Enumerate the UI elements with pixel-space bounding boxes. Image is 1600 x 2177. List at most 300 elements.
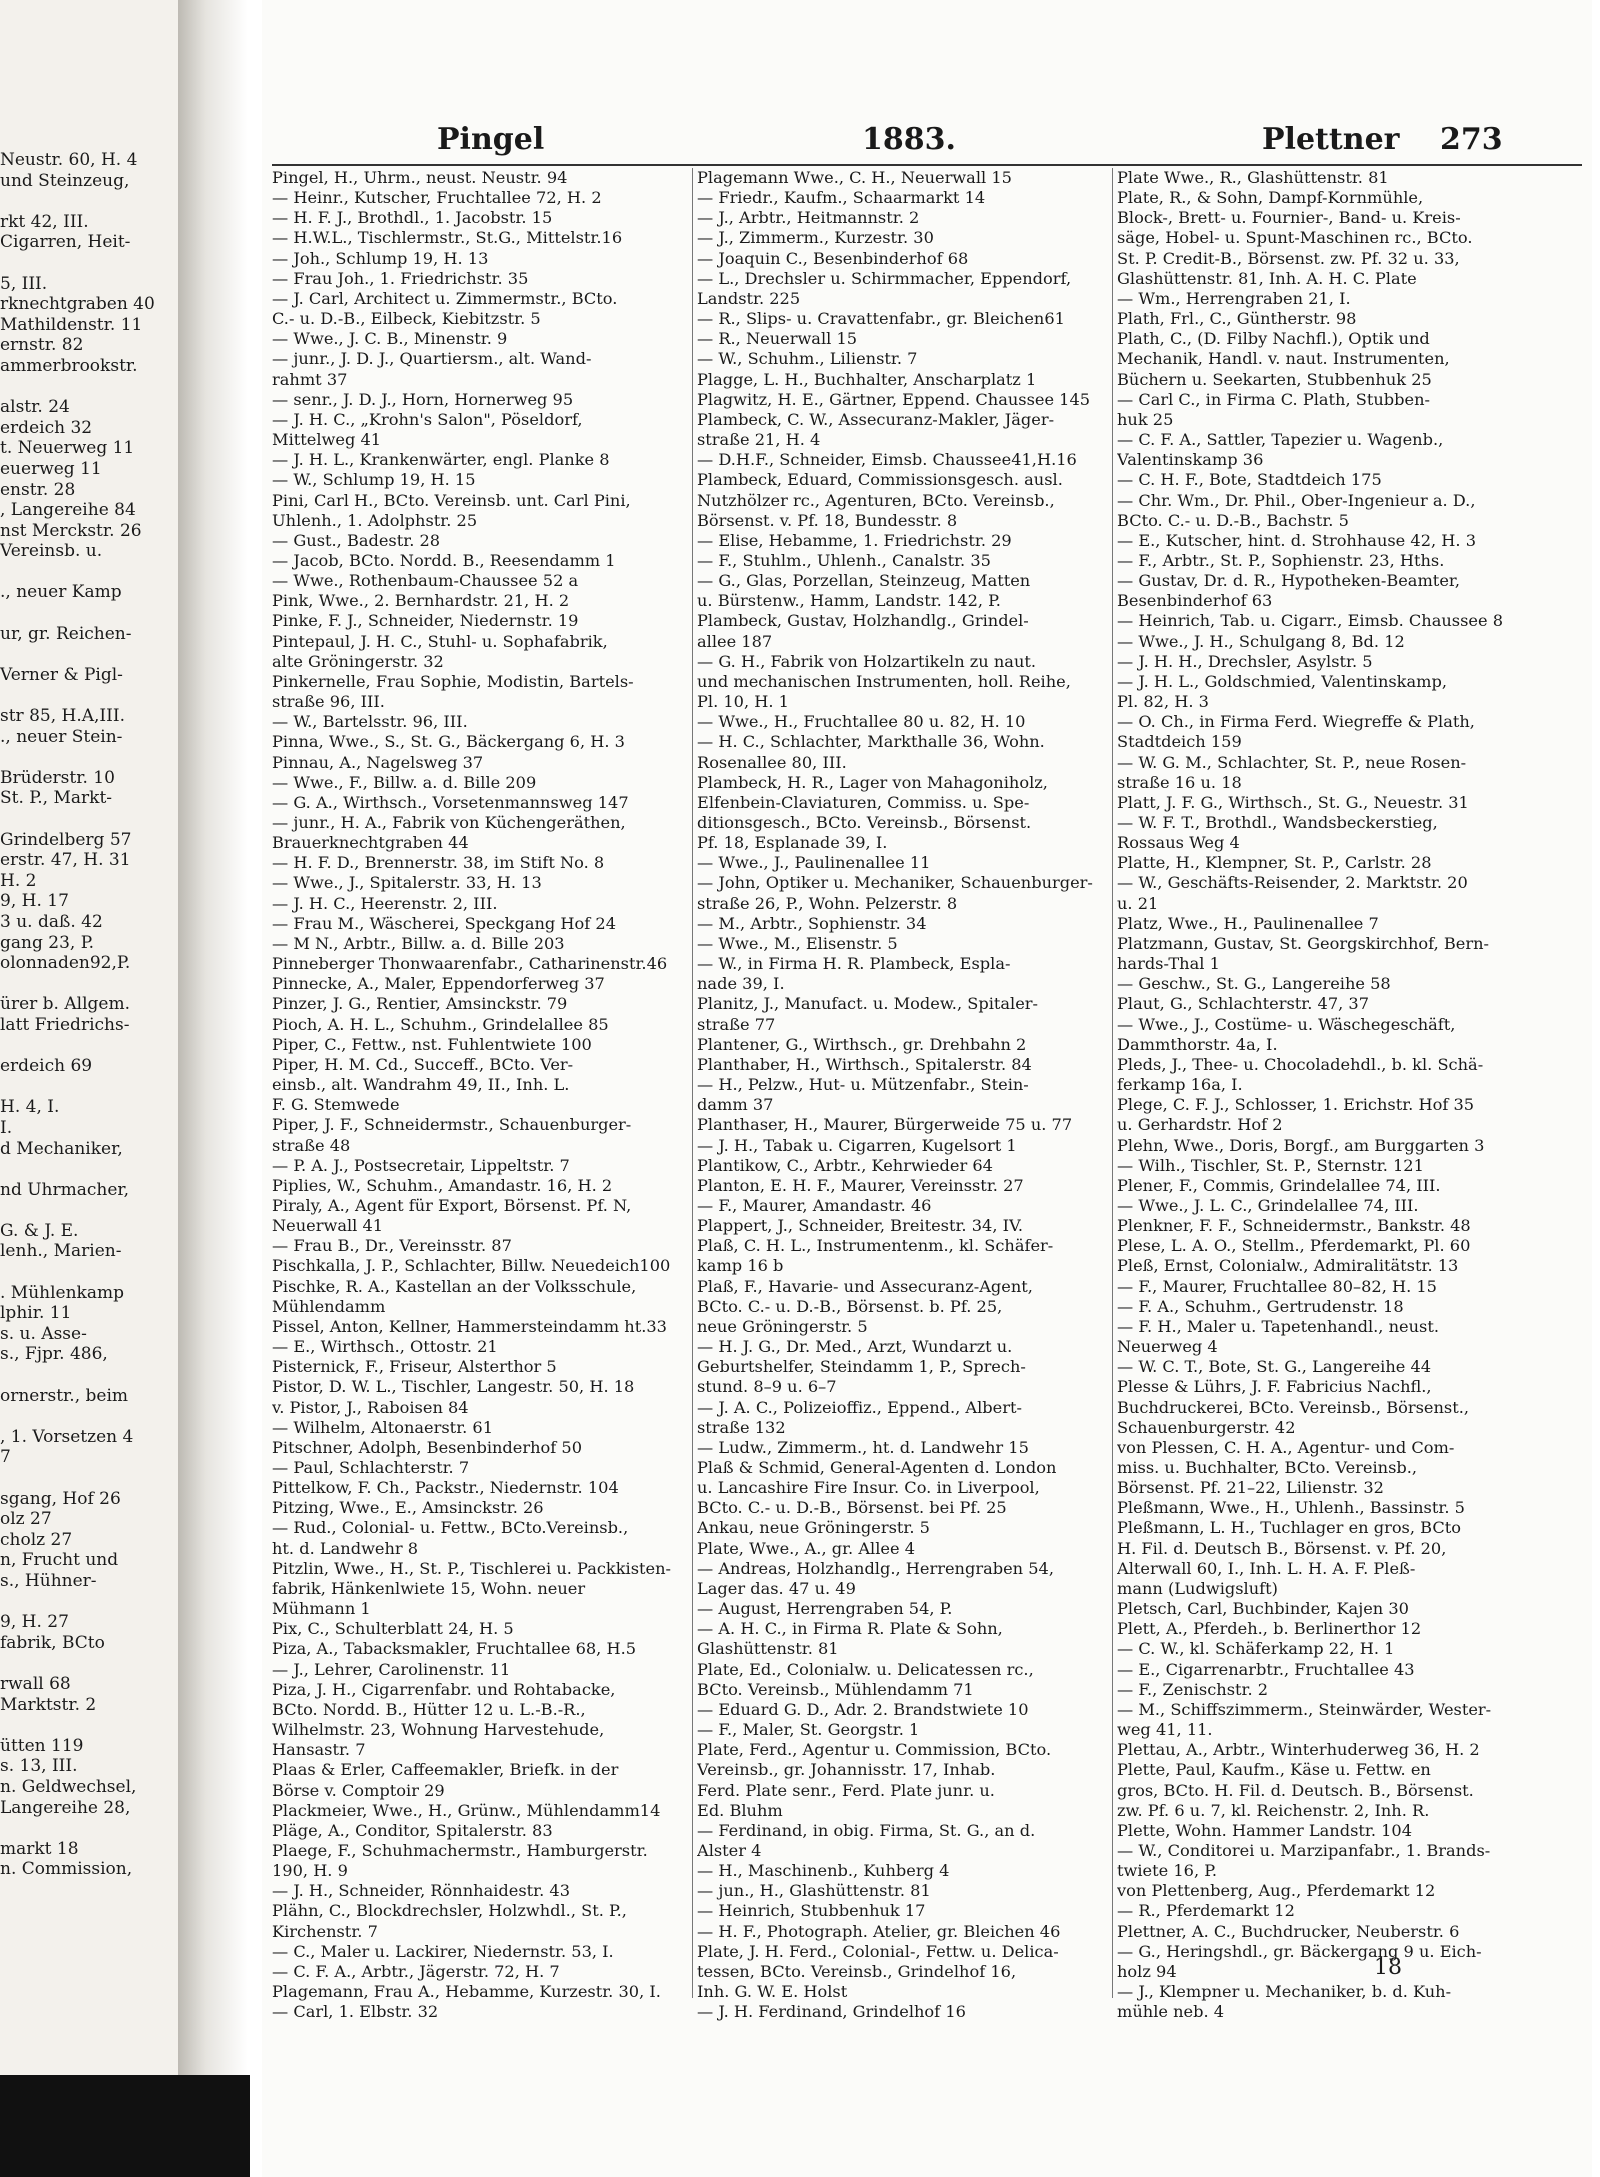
directory-entry-line: — Joh., Schlump 19, H. 13 — [272, 248, 489, 268]
fragment-line: 7 — [0, 1447, 11, 1468]
fragment-line: und Steinzeug, — [0, 170, 130, 191]
directory-entry-line: Plese, L. A. O., Stellm., Pferdemarkt, Pl. 60 — [1117, 1236, 1471, 1256]
directory-entry-line: u. Gerhardstr. Hof 2 — [1117, 1115, 1283, 1135]
directory-entry-line: neue Gröningerstr. 5 — [697, 1316, 868, 1336]
directory-entry-line: mühle neb. 4 — [1117, 2002, 1225, 2022]
directory-entry-line: BCto. Nordd. B., Hütter 12 u. L.-B.-R., — [272, 1699, 586, 1719]
directory-entry-line: miss. u. Buchhalter, BCto. Vereinsb., — [1117, 1458, 1418, 1477]
directory-entry-line: u. 21 — [1117, 893, 1159, 913]
directory-entry-line: Plate, Ed., Colonialw. u. Delicatessen rc., — [697, 1659, 1034, 1679]
directory-entry-line: — Wwe., H., Fruchtallee 80 u. 82, H. 10 — [697, 712, 1026, 732]
directory-entry-line: Platte, H., Klempner, St. P., Carlstr. 28 — [1117, 853, 1432, 873]
directory-entry-line: — A. H. C., in Firma R. Plate & Sohn, — [697, 1619, 1003, 1639]
fragment-line: n. Commission, — [0, 1859, 133, 1880]
directory-entry-line: Stadtdeich 159 — [1117, 732, 1242, 752]
directory-entry-line: — D.H.F., Schneider, Eimsb. Chaussee41,H.16 — [697, 450, 1077, 470]
directory-entry-line: Platt, J. F. G., Wirthsch., St. G., Neuestr. 31 — [1117, 792, 1469, 812]
fragment-line: ütten 119 — [0, 1735, 84, 1756]
directory-entry-line: — Wwe., J. C. B., Minenstr. 9 — [272, 329, 508, 349]
directory-entry-line: Ankau, neue Gröningerstr. 5 — [697, 1518, 930, 1538]
directory-entry-line: Landstr. 225 — [697, 288, 801, 308]
directory-entry-line: Alster 4 — [697, 1840, 762, 1860]
directory-entry-line: — Heinrich, Tab. u. Cigarr., Eimsb. Chaussee 8 — [1117, 611, 1504, 631]
fragment-line — [0, 809, 180, 830]
directory-entry-line: — L., Drechsler u. Schirmmacher, Eppendorf, — [697, 268, 1072, 288]
fragment-line: latt Friedrichs- — [0, 1014, 130, 1035]
directory-entry-line: — F. A., Schuhm., Gertrudenstr. 18 — [1117, 1296, 1404, 1316]
directory-entry-line: Plesse & Lührs, J. F. Fabricius Nachfl., — [1117, 1377, 1432, 1397]
directory-entry-line: Pletsch, Carl, Buchbinder, Kajen 30 — [1117, 1599, 1409, 1619]
fragment-line: sgang, Hof 26 — [0, 1488, 121, 1509]
directory-entry-line: Plette, Paul, Kaufm., Käse u. Fettw. en — [1117, 1760, 1431, 1780]
header-rule — [272, 164, 1582, 166]
directory-entry-line: Brauerknechtgraben 44 — [272, 833, 469, 853]
directory-entry-line: — junr., H. A., Fabrik von Küchengeräthen, — [272, 813, 626, 832]
directory-entry-line: holz 94 — [1117, 1961, 1177, 1981]
fragment-line: I. — [0, 1117, 13, 1138]
directory-entry-line: — junr., J. D. J., Quartiersm., alt. Wand- — [272, 349, 592, 369]
directory-entry-line: — John, Optiker u. Mechaniker, Schauenburger- — [697, 873, 1093, 893]
directory-entry-line: — J., Lehrer, Carolinenstr. 11 — [272, 1659, 511, 1679]
directory-entry-line: Plettner, A. C., Buchdrucker, Neuberstr. 6 — [1117, 1921, 1460, 1941]
directory-entry-line: twiete 16, P. — [1117, 1861, 1217, 1881]
directory-entry-line: — E., Cigarrenarbtr., Fruchtallee 43 — [1117, 1659, 1415, 1679]
fragment-line: Vereinsb. u. — [0, 541, 103, 562]
fragment-line: , 1. Vorsetzen 4 — [0, 1426, 134, 1447]
directory-entry-line: — Rud., Colonial- u. Fettw., BCto.Vereinsb., — [272, 1518, 629, 1538]
fragment-line: lphir. 11 — [0, 1303, 72, 1324]
directory-entry-line: Pf. 18, Esplanade 39, I. — [697, 833, 888, 853]
directory-entry-line: Uhlenh., 1. Adolphstr. 25 — [272, 510, 478, 530]
directory-entry-line: Plehn, Wwe., Doris, Borgf., am Burggarten 3 — [1117, 1135, 1485, 1155]
directory-entry-line: Dammthorstr. 4a, I. — [1117, 1034, 1278, 1054]
directory-entry-line: — Gustav, Dr. d. R., Hypotheken-Beamter, — [1117, 571, 1461, 591]
fragment-line: lenh., Marien- — [0, 1241, 122, 1262]
directory-entry-line: Geburtshelfer, Steindamm 1, P., Sprech- — [697, 1357, 1026, 1377]
directory-entry-line: — Paul, Schlachterstr. 7 — [272, 1458, 470, 1477]
directory-entry-line: Glashüttenstr. 81, Inh. A. H. C. Plate — [1117, 268, 1417, 288]
directory-entry-line: u. Bürstenw., Hamm, Landstr. 142, P. — [697, 591, 1001, 611]
directory-entry-line: Plath, C., (D. Filby Nachfl.), Optik und — [1117, 329, 1430, 349]
fragment-line: olz 27 — [0, 1509, 52, 1530]
column-2 — [692, 168, 1112, 2022]
directory-entry-line: Plege, C. F. J., Schlosser, 1. Erichstr. Hof 35 — [1117, 1095, 1475, 1115]
fragment-line: 9, H. 17 — [0, 891, 69, 912]
directory-entry-line: St. P. Credit-B., Börsenst. zw. Pf. 32 u. 33, — [1117, 248, 1460, 268]
directory-entry-line: Rossaus Weg 4 — [1117, 833, 1240, 853]
directory-entry-line: Pittelkow, F. Ch., Packstr., Niedernstr. 104 — [272, 1478, 619, 1498]
directory-entry-line: Mittelweg 41 — [272, 430, 382, 450]
directory-entry-line: — H., Maschinenb., Kuhberg 4 — [697, 1861, 950, 1881]
directory-entry-line: — W., Bartelsstr. 96, III. — [272, 712, 468, 732]
directory-entry-line: Börsenst. Pf. 21–22, Lilienstr. 32 — [1117, 1478, 1384, 1498]
directory-entry-line: — C., Maler u. Lackirer, Niedernstr. 53, I. — [272, 1941, 614, 1961]
column-3 — [1112, 168, 1532, 2022]
directory-entry-line: kamp 16 b — [697, 1256, 784, 1276]
fragment-line: ernstr. 82 — [0, 335, 84, 356]
directory-entry-line: Lager das. 47 u. 49 — [697, 1578, 856, 1598]
fragment-line: n, Frucht und — [0, 1550, 119, 1571]
directory-entry-line: — W. F. T., Brothdl., Wandsbeckerstieg, — [1117, 813, 1438, 832]
directory-entry-line: Plantener, G., Wirthsch., gr. Drehbahn 2 — [697, 1034, 1027, 1054]
directory-entry-line: Pitschner, Adolph, Besenbinderhof 50 — [272, 1437, 583, 1457]
fragment-line: gang 23, P. — [0, 932, 95, 953]
fragment-line: enstr. 28 — [0, 479, 76, 500]
directory-entry-line: — Wm., Herrengraben 21, I. — [1117, 288, 1351, 308]
directory-entry-line: Pingel, H., Uhrm., neust. Neustr. 94 — [272, 168, 568, 187]
directory-entry-line: Plett, A., Pferdeh., b. Berlinerthor 12 — [1117, 1619, 1422, 1639]
directory-entry-line: einsb., alt. Wandrahm 49, II., Inh. L. — [272, 1075, 570, 1095]
fragment-line: Cigarren, Heit- — [0, 232, 131, 253]
directory-entry-line: — H.W.L., Tischlermstr., St.G., Mittelstr.16 — [272, 228, 623, 248]
fragment-line — [0, 1365, 180, 1386]
directory-entry-line: — Ferdinand, in obig. Firma, St. G., an d. — [697, 1820, 1036, 1840]
directory-entry-line: Pitzlin, Wwe., H., St. P., Tischlerei u. Packkisten- — [272, 1558, 672, 1578]
directory-entry-line: straße 16 u. 18 — [1117, 772, 1242, 792]
directory-entry-line: Platz, Wwe., H., Paulinenallee 7 — [1117, 913, 1379, 933]
fragment-line — [0, 1818, 180, 1839]
fragment-line — [0, 603, 180, 624]
directory-entry-line: Pinke, F. J., Schneider, Niedernstr. 19 — [272, 611, 579, 631]
fragment-line: Brüderstr. 10 — [0, 767, 115, 788]
directory-entry-line: — Wwe., J. L. C., Grindelallee 74, III. — [1117, 1195, 1419, 1215]
directory-entry-line: Pleßmann, Wwe., H., Uhlenh., Bassinstr. 5 — [1117, 1498, 1465, 1518]
directory-entry-line: Block-, Brett- u. Fournier-, Band- u. Kreis- — [1117, 208, 1461, 228]
directory-entry-line: hards-Thal 1 — [1117, 954, 1220, 974]
fragment-line: ., neuer Kamp — [0, 582, 122, 603]
directory-entry-line: — Joaquin C., Besenbinderhof 68 — [697, 248, 969, 268]
directory-entry-line: Plenkner, F. F., Schneidermstr., Bankstr. 48 — [1117, 1216, 1471, 1236]
fragment-line: nst Merckstr. 26 — [0, 520, 142, 541]
directory-entry-line: — H. C., Schlachter, Markthalle 36, Wohn. — [697, 732, 1045, 752]
directory-entry-line: Plettau, A., Arbtr., Winterhuderweg 36, H. 2 — [1117, 1740, 1480, 1760]
directory-entry-line: Plath, Frl., C., Güntherstr. 98 — [1117, 309, 1357, 329]
directory-entry-line: stund. 8–9 u. 6–7 — [697, 1377, 837, 1397]
directory-entry-line: — J. H. L., Goldschmied, Valentinskamp, — [1117, 671, 1447, 691]
directory-entry-line: Mechanik, Handl. v. naut. Instrumenten, — [1117, 349, 1450, 369]
directory-entry-line: und mechanischen Instrumenten, holl. Reihe, — [697, 671, 1071, 691]
signature-number: 18 — [1374, 1955, 1402, 1980]
facing-page-fragment — [0, 0, 188, 2177]
directory-entry-line: straße 48 — [272, 1135, 351, 1155]
directory-entry-line: Planthaber, H., Wirthsch., Spitalerstr. 84 — [697, 1054, 1032, 1074]
directory-entry-line: — G., Glas, Porzellan, Steinzeug, Matten — [697, 571, 1031, 591]
directory-entry-line: — W., Geschäfts-Reisender, 2. Marktstr. 20 — [1117, 873, 1468, 893]
directory-entry-line: Pinneberger Thonwaarenfabr., Catharinenstr.46 — [272, 954, 668, 974]
page-number: 273 — [1440, 122, 1503, 157]
fragment-line: Verner & Pigl- — [0, 664, 123, 685]
fragment-line: fabrik, BCto — [0, 1632, 105, 1653]
fragment-line: ürer b. Allgem. — [0, 994, 130, 1015]
directory-entry-line: Pleß, Ernst, Colonialw., Admiralitätstr. 13 — [1117, 1256, 1459, 1276]
fragment-line: Mathildenstr. 11 — [0, 314, 143, 335]
directory-entry-line: Piper, C., Fettw., nst. Fuhlentwiete 100 — [272, 1034, 592, 1054]
header-year: 1883. — [862, 122, 956, 157]
directory-entry-line: säge, Hobel- u. Spunt-Maschinen rc., BCto. — [1117, 228, 1473, 248]
directory-entry-line: — F., Maurer, Amandastr. 46 — [697, 1195, 932, 1215]
fragment-line: s. 13, III. — [0, 1756, 78, 1777]
directory-entry-line: 190, H. 9 — [272, 1861, 348, 1881]
fragment-line: Marktstr. 2 — [0, 1694, 97, 1715]
fragment-line — [0, 1159, 180, 1180]
column-1 — [272, 168, 687, 2022]
directory-entry-line: BCto. C.- u. D.-B., Börsenst. bei Pf. 25 — [697, 1498, 1007, 1518]
directory-entry-line: Plackmeier, Wwe., H., Grünw., Mühlendamm14 — [272, 1800, 661, 1820]
header-last-entry: Plettner — [1262, 122, 1400, 157]
directory-entry-line: — Wwe., F., Billw. a. d. Bille 209 — [272, 772, 537, 792]
directory-entry-line: straße 26, P., Wohn. Pelzerstr. 8 — [697, 893, 958, 913]
fragment-line — [0, 1468, 180, 1489]
directory-entry-line: — G. A., Wirthsch., Vorsetenmannsweg 147 — [272, 792, 629, 812]
directory-entry-line: — E., Kutscher, hint. d. Strohhause 42, H. 3 — [1117, 530, 1476, 550]
directory-entry-line: Elfenbein-Claviaturen, Commiss. u. Spe- — [697, 792, 1030, 812]
directory-entry-line: Glashüttenstr. 81 — [697, 1639, 839, 1659]
directory-entry-line: — R., Slips- u. Cravattenfabr., gr. Bleichen61 — [697, 309, 1065, 329]
directory-entry-line: Plagemann Wwe., C. H., Neuerwall 15 — [697, 168, 1012, 187]
directory-entry-line: Plate, Wwe., A., gr. Allee 4 — [697, 1538, 915, 1558]
directory-entry-line: — C. H. F., Bote, Stadtdeich 175 — [1117, 470, 1382, 490]
directory-entry-line: Hansastr. 7 — [272, 1740, 366, 1760]
fragment-line — [0, 1262, 180, 1283]
directory-entry-line: straße 77 — [697, 1014, 776, 1034]
fragment-line: s., Fjpr. 486, — [0, 1344, 108, 1365]
scan-edge — [0, 2075, 250, 2177]
directory-entry-line: Plate, Ferd., Agentur u. Commission, BCto. — [697, 1740, 1052, 1760]
directory-entry-line: Pinkernelle, Frau Sophie, Modistin, Bartels- — [272, 671, 634, 691]
directory-entry-line: — C. F. A., Sattler, Tapezier u. Wagenb., — [1117, 430, 1444, 450]
directory-entry-line: Buchdruckerei, BCto. Vereinsb., Börsenst., — [1117, 1397, 1470, 1417]
directory-entry-line: Pinna, Wwe., S., St. G., Bäckergang 6, H. 3 — [272, 732, 625, 752]
directory-entry-line: — W., Conditorei u. Marzipanfabr., 1. Brands- — [1117, 1840, 1491, 1860]
directory-entry-line: — R., Pferdemarkt 12 — [1117, 1901, 1295, 1921]
directory-entry-line: Kirchenstr. 7 — [272, 1921, 378, 1941]
directory-entry-line: Pleßmann, L. H., Tuchlager en gros, BCto — [1117, 1518, 1461, 1538]
directory-entry-line: Plaß & Schmid, General-Agenten d. London — [697, 1458, 1057, 1477]
directory-entry-line: Pitzing, Wwe., E., Amsinckstr. 26 — [272, 1498, 544, 1518]
directory-entry-line: Plagemann, Frau A., Hebamme, Kurzestr. 30, I. — [272, 1982, 661, 2002]
directory-entry-line: — F., Stuhlm., Uhlenh., Canalstr. 35 — [697, 550, 991, 570]
fragment-line: ., neuer Stein- — [0, 726, 123, 747]
directory-entry-line: Neuerweg 4 — [1117, 1337, 1218, 1357]
fragment-line: Grindelberg 57 — [0, 829, 132, 850]
directory-entry-line: — Friedr., Kaufm., Schaarmarkt 14 — [697, 188, 986, 208]
directory-entry-line: — M., Schiffszimmerm., Steinwärder, Wester- — [1117, 1699, 1492, 1719]
fragment-line: alstr. 24 — [0, 397, 70, 418]
directory-entry-line: straße 21, H. 4 — [697, 430, 821, 450]
directory-entry-line: Planton, E. H. F., Maurer, Vereinsstr. 27 — [697, 1175, 1024, 1195]
fragment-line: rkt 42, III. — [0, 211, 89, 232]
directory-entry-line: weg 41, 11. — [1117, 1720, 1213, 1740]
fragment-line: markt 18 — [0, 1838, 79, 1859]
directory-entry-line: Pini, Carl H., BCto. Vereinsb. unt. Carl Pini, — [272, 490, 631, 510]
directory-entry-line: Alterwall 60, I., Inh. L. H. A. F. Pleß- — [1117, 1558, 1416, 1578]
directory-entry-line: — M., Arbtr., Sophienstr. 34 — [697, 913, 927, 933]
fragment-line — [0, 1715, 180, 1736]
directory-entry-line: Pistor, D. W. L., Tischler, Langestr. 50, H. 18 — [272, 1377, 635, 1397]
directory-entry-line: Plambeck, Gustav, Holzhandlg., Grindel- — [697, 611, 1029, 631]
directory-entry-line: damm 37 — [697, 1095, 774, 1115]
fragment-line — [0, 1036, 180, 1057]
directory-entry-line: F. G. Stemwede — [272, 1095, 400, 1115]
directory-entry-line: — J. A. C., Polizeioffiz., Eppend., Albert- — [697, 1397, 1022, 1417]
directory-entry-line: — C. W., kl. Schäferkamp 22, H. 1 — [1117, 1639, 1395, 1659]
directory-entry-line: alte Gröningerstr. 32 — [272, 651, 444, 671]
directory-entry-line: Plate Wwe., R., Glashüttenstr. 81 — [1117, 168, 1389, 187]
directory-entry-line: — jun., H., Glashüttenstr. 81 — [697, 1881, 931, 1901]
directory-entry-line: Plaß, C. H. L., Instrumentenm., kl. Schäfer- — [697, 1236, 1054, 1256]
directory-entry-line: — F., Maurer, Fruchtallee 80–82, H. 15 — [1117, 1276, 1437, 1296]
directory-entry-line: Inh. G. W. E. Holst — [697, 1982, 848, 2002]
directory-entry-line: — P. A. J., Postsecretair, Lippeltstr. 7 — [272, 1155, 570, 1175]
fragment-line: rknechtgraben 40 — [0, 294, 155, 315]
directory-entry-line: — E., Wirthsch., Ottostr. 21 — [272, 1337, 498, 1357]
directory-entry-line: — senr., J. D. J., Horn, Hornerweg 95 — [272, 389, 574, 409]
directory-entry-line: — G. H., Fabrik von Holzartikeln zu naut. — [697, 651, 1037, 671]
directory-entry-line: — Heinr., Kutscher, Fruchtallee 72, H. 2 — [272, 188, 602, 208]
directory-entry-line: Pl. 82, H. 3 — [1117, 692, 1209, 712]
directory-entry-line: — Wwe., Rothenbaum-Chaussee 52 a — [272, 571, 579, 591]
fragment-line — [0, 974, 180, 995]
directory-entry-line: — W. C. T., Bote, St. G., Langereihe 44 — [1117, 1357, 1432, 1377]
directory-entry-line: Planitz, J., Manufact. u. Modew., Spitaler- — [697, 994, 1038, 1014]
directory-entry-line: Pinnau, A., Nagelsweg 37 — [272, 752, 484, 772]
fragment-line — [0, 685, 180, 706]
directory-entry-line: gros, BCto. H. Fil. d. Deutsch. B., Börsenst. — [1117, 1780, 1474, 1800]
directory-entry-line: — J. H. Ferdinand, Grindelhof 16 — [697, 2002, 966, 2022]
directory-entry-line: Plate, R., & Sohn, Dampf-Kornmühle, — [1117, 188, 1424, 208]
directory-entry-line: allee 187 — [697, 631, 773, 651]
directory-entry-line: Piplies, W., Schuhm., Amandastr. 16, H. 2 — [272, 1175, 613, 1195]
directory-entry-line: — J. H. C., Heerenstr. 2, III. — [272, 893, 498, 913]
running-header — [262, 122, 1582, 162]
fragment-line: str 85, H.A,III. — [0, 706, 125, 727]
directory-entry-line: fabrik, Hänkenlwiete 15, Wohn. neuer — [272, 1578, 586, 1598]
directory-entry-line: Plener, F., Commis, Grindelallee 74, III. — [1117, 1175, 1441, 1195]
directory-entry-line: Pläge, A., Conditor, Spitalerstr. 83 — [272, 1820, 553, 1840]
fragment-line — [0, 253, 180, 274]
directory-entry-line: — Heinrich, Stubbenhuk 17 — [697, 1901, 926, 1921]
directory-entry-line: — Wilh., Tischler, St. P., Sternstr. 121 — [1117, 1155, 1424, 1175]
directory-entry-line: Besenbinderhof 63 — [1117, 591, 1273, 611]
directory-entry-line: BCto. Vereinsb., Mühlendamm 71 — [697, 1679, 974, 1699]
directory-entry-line: Pink, Wwe., 2. Bernhardstr. 21, H. 2 — [272, 591, 570, 611]
directory-entry-line: — Jacob, BCto. Nordd. B., Reesendamm 1 — [272, 550, 616, 570]
directory-entry-line: — W., in Firma H. R. Plambeck, Espla- — [697, 954, 1011, 974]
directory-entry-line: Piper, J. F., Schneidermstr., Schauenburger- — [272, 1115, 632, 1135]
directory-entry-line: — H. F. D., Brennerstr. 38, im Stift No. 8 — [272, 853, 605, 873]
directory-entry-line: C.- u. D.-B., Eilbeck, Kiebitzstr. 5 — [272, 309, 541, 329]
fragment-line: G. & J. E. — [0, 1220, 79, 1241]
directory-entry-line: Piraly, A., Agent für Export, Börsenst. Pf. N, — [272, 1195, 632, 1215]
fragment-line: d Mechaniker, — [0, 1138, 123, 1159]
directory-entry-line: Plaß, F., Havarie- und Assecuranz-Agent, — [697, 1276, 1033, 1296]
fragment-line: erstr. 47, H. 31 — [0, 850, 131, 871]
directory-entry-line: Pintepaul, J. H. C., Stuhl- u. Sophafabrik, — [272, 631, 608, 651]
directory-entry-line: — W., Schuhm., Lilienstr. 7 — [697, 349, 918, 369]
directory-entry-line: — H. F. J., Brothdl., 1. Jacobstr. 15 — [272, 208, 553, 228]
directory-entry-line: Ferd. Plate senr., Ferd. Plate junr. u. — [697, 1780, 995, 1800]
directory-entry-line: — August, Herrengraben 54, P. — [697, 1599, 953, 1619]
fragment-line — [0, 377, 180, 398]
header-first-entry: Pingel — [437, 122, 545, 157]
fragment-line: ur, gr. Reichen- — [0, 623, 132, 644]
fragment-line: ammerbrookstr. — [0, 355, 138, 376]
directory-entry-line: mann (Ludwigsluft) — [1117, 1578, 1278, 1598]
directory-entry-line: — F. H., Maler u. Tapetenhandl., neust. — [1117, 1316, 1439, 1336]
directory-entry-line: Rosenallee 80, III. — [697, 752, 847, 772]
fragment-line — [0, 1406, 180, 1427]
fragment-line: 9, H. 27 — [0, 1612, 69, 1633]
directory-entry-line: BCto. C.- u. D.-B., Bachstr. 5 — [1117, 510, 1349, 530]
directory-entry-line: Pischkalla, J. P., Schlachter, Billw. Neuedeich100 — [272, 1256, 671, 1276]
directory-entry-line: Schauenburgerstr. 42 — [1117, 1417, 1296, 1437]
fragment-line: n. Geldwechsel, — [0, 1776, 137, 1797]
directory-entry-line: — Carl C., in Firma C. Plath, Stubben- — [1117, 389, 1430, 409]
directory-entry-line: nade 39, I. — [697, 974, 785, 994]
directory-entry-line: — Eduard G. D., Adr. 2. Brandstwiete 10 — [697, 1699, 1029, 1719]
directory-entry-line: — H. F., Photograph. Atelier, gr. Bleichen 46 — [697, 1921, 1061, 1941]
directory-entry-line: — H., Pelzw., Hut- u. Mützenfabr., Stein- — [697, 1075, 1029, 1095]
directory-entry-line: Plagwitz, H. E., Gärtner, Eppend. Chaussee 145 — [697, 389, 1091, 409]
fragment-line — [0, 1653, 180, 1674]
directory-entry-line: Mühmann 1 — [272, 1599, 371, 1619]
directory-entry-line: — F., Arbtr., St. P., Sophienstr. 23, Hths. — [1117, 550, 1445, 570]
directory-entry-line: zw. Pf. 6 u. 7, kl. Reichenstr. 2, Inh. R. — [1117, 1800, 1430, 1820]
directory-entry-line: — Wilhelm, Altonaerstr. 61 — [272, 1417, 494, 1437]
fragment-line: St. P., Markt- — [0, 788, 113, 809]
directory-entry-line: — Frau Joh., 1. Friedrichstr. 35 — [272, 268, 529, 288]
directory-entry-line: Plagge, L. H., Buchhalter, Anscharplatz 1 — [697, 369, 1037, 389]
directory-entry-line: — Geschw., St. G., Langereihe 58 — [1117, 974, 1391, 994]
fragment-line: nd Uhrmacher, — [0, 1179, 130, 1200]
directory-entry-line: Plappert, J., Schneider, Breitestr. 34, IV. — [697, 1216, 1024, 1236]
fragment-line — [0, 1077, 180, 1098]
directory-entry-line: straße 132 — [697, 1417, 786, 1437]
fragment-line: H. 4, I. — [0, 1097, 60, 1118]
fragment-line: H. 2 — [0, 870, 37, 891]
fragment-line: Langereihe 28, — [0, 1797, 131, 1818]
directory-entry-line: Planthaser, H., Maurer, Bürgerweide 75 u. 77 — [697, 1115, 1073, 1135]
directory-entry-line: — F., Maler, St. Georgstr. 1 — [697, 1720, 920, 1740]
directory-entry-line: rahmt 37 — [272, 369, 348, 389]
directory-entry-line: Pischke, R. A., Kastellan an der Volksschule, — [272, 1276, 637, 1296]
directory-entry-line: huk 25 — [1117, 409, 1174, 429]
directory-entry-line: Platzmann, Gustav, St. Georgskirchhof, Bern- — [1117, 933, 1489, 953]
directory-entry-line: Plate, J. H. Ferd., Colonial-, Fettw. u. Delica- — [697, 1941, 1059, 1961]
directory-entry-line: ferkamp 16a, I. — [1117, 1075, 1243, 1095]
directory-entry-line: von Plessen, C. H. A., Agentur- und Com- — [1117, 1437, 1455, 1457]
directory-entry-line: Ed. Bluhm — [697, 1800, 783, 1820]
directory-entry-line: Pisternick, F., Friseur, Alsterthor 5 — [272, 1357, 557, 1377]
directory-entry-line: Neuerwall 41 — [272, 1216, 384, 1236]
directory-entry-line: Börsenst. v. Pf. 18, Bundesstr. 8 — [697, 510, 958, 530]
directory-entry-line: — J. H., Schneider, Rönnhaidestr. 43 — [272, 1881, 571, 1901]
fragment-line: olonnaden92,P. — [0, 953, 131, 974]
directory-entry-line: Vereinsb., gr. Johannisstr. 17, Inhab. — [697, 1760, 996, 1780]
directory-entry-line: Wilhelmstr. 23, Wohnung Harvestehude, — [272, 1720, 605, 1740]
directory-entry-line: Piper, H. M. Cd., Succeff., BCto. Ver- — [272, 1054, 574, 1074]
directory-entry-line: Pix, C., Schulterblatt 24, H. 5 — [272, 1619, 514, 1639]
directory-entry-line: — O. Ch., in Firma Ferd. Wiegreffe & Plath, — [1117, 712, 1475, 732]
directory-entry-line: — W. G. M., Schlachter, St. P., neue Rosen- — [1117, 752, 1467, 772]
directory-entry-line: Pinzer, J. G., Rentier, Amsinckstr. 79 — [272, 994, 568, 1014]
directory-entry-line: Plantikow, C., Arbtr., Kehrwieder 64 — [697, 1155, 993, 1175]
directory-entry-line: Valentinskamp 36 — [1117, 450, 1264, 470]
fragment-line: cholz 27 — [0, 1529, 73, 1550]
fragment-line: 5, III. — [0, 273, 48, 294]
directory-entry-line: — G., Heringshdl., gr. Bäckergang 9 u. Eich- — [1117, 1941, 1482, 1961]
fragment-line: s., Hühner- — [0, 1570, 97, 1591]
